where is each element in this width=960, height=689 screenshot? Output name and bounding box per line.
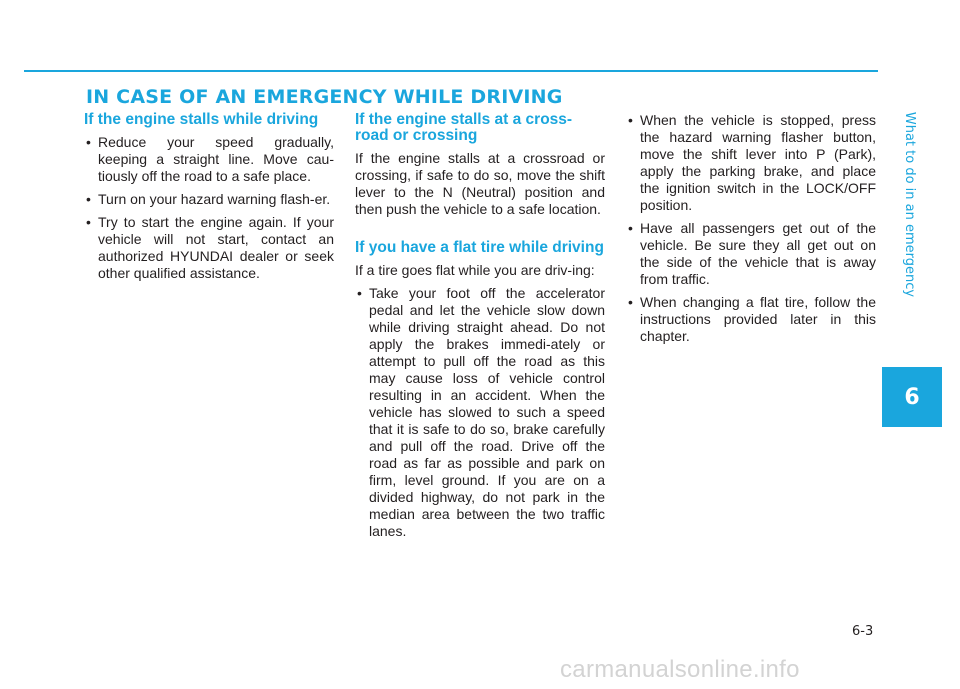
column-1 [84, 112, 334, 288]
bullet-icon: • [86, 191, 91, 207]
bullet-list [84, 134, 334, 282]
bullet-list [626, 112, 876, 345]
list-item: • Reduce your speed gradually, keeping a straight line. Move cau-tiously off the road to a safe place. [86, 134, 334, 184]
list-item: • Try to start the engine again. If your vehicle will not start, contact an authorized HYUNDAI dealer or seek other qualified assistance. [86, 214, 334, 281]
paragraph-flat-tire-intro: If a tire goes flat while you are driv-ing: [355, 262, 595, 278]
list-item: • Have all passengers get out of the vehicle. Be sure they all get out on the side of the vehicle that is away from traffic. [628, 220, 876, 287]
column-3 [626, 112, 876, 351]
section-title: IN CASE OF AN EMERGENCY WHILE DRIVING [86, 86, 563, 108]
heading-flat-tire: If you have a flat tire while driving [355, 239, 604, 256]
heading-engine-stalls-driving: If the engine stalls while driving [84, 111, 319, 128]
bullet-icon: • [628, 220, 633, 236]
bullet-icon: • [628, 112, 633, 128]
page-number: 6-3 [852, 624, 874, 639]
chapter-side-label [890, 24, 930, 384]
watermark: carmanualsonline.info [560, 656, 800, 683]
chapter-tab: 6 [882, 367, 942, 427]
list-item: • When changing a flat tire, follow the instructions provided later in this chapter. [628, 294, 876, 344]
bullet-icon: • [357, 285, 362, 301]
top-rule [24, 70, 878, 72]
bullet-icon: • [86, 214, 91, 230]
chapter-label-text: What to do in an emergency [902, 111, 918, 297]
list-item: • When the vehicle is stopped, press the hazard warning flasher button, move the shift lever into P (Park), apply the parking brake, and place the ignition switch in the LOCK/OFF position. [628, 112, 876, 213]
paragraph-crossroad: If the engine stalls at a crossroad or crossing, if safe to do so, move the shift lever to the N (Neutral) position and then push the vehicle to a safe location. [355, 150, 605, 217]
column-2 [355, 112, 605, 546]
heading-engine-stalls-crossroad: If the engine stalls at a cross-road or crossing [355, 111, 573, 144]
bullet-icon: • [628, 294, 633, 310]
list-item: • Take your foot off the accelerator pedal and let the vehicle slow down while driving straight ahead. Do not apply the brakes immedi-ately or attempt to pull off the road as this may cause loss of vehicle control resulting in an accident. When the vehicle has slowed to such a speed that it is safe to do so, brake carefully and pull off the road. Drive off the road as far as possible and park on firm, level ground. If you are on a divided highway, do not park in the median area between the two traffic lanes. [357, 285, 605, 539]
bullet-list [355, 285, 605, 540]
bullet-icon: • [86, 134, 91, 150]
list-item: • Turn on your hazard warning flash-er. [86, 191, 331, 207]
